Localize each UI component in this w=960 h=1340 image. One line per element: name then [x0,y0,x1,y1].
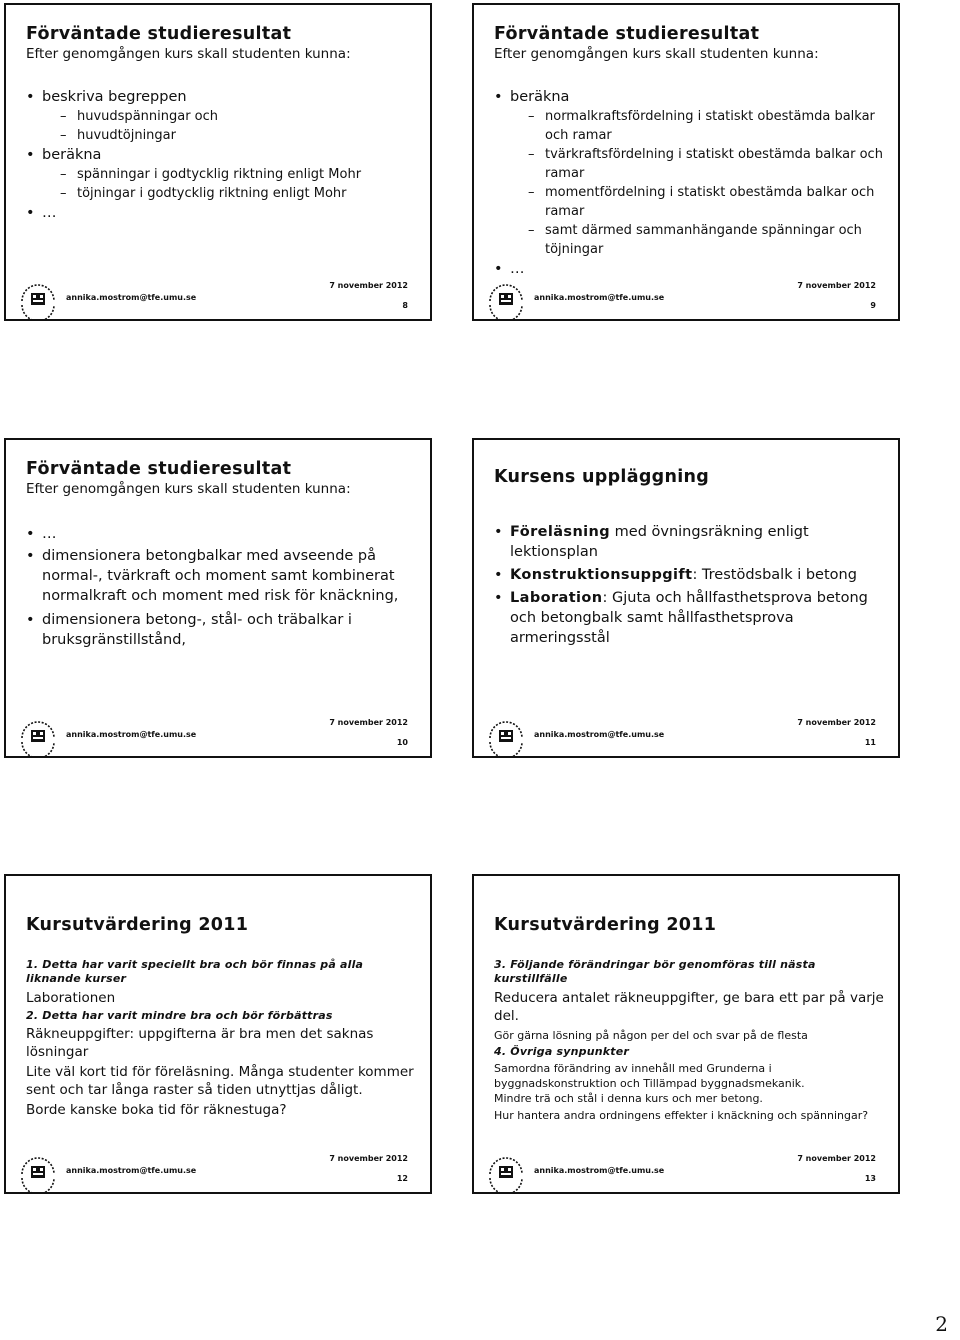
slide-13 [472,874,900,1194]
sub-item: – momentfördelning i statiskt obestämda balkar och ramar [528,183,888,221]
list-item: • Konstruktionsuppgift: Trestödsbalk i betong [494,565,888,585]
answer: Räkneuppgifter: uppgifterna är bra men det saknas lösningar [26,1026,374,1060]
umea-university-logo-icon [484,712,528,756]
slide-body [26,958,420,1119]
umea-university-logo-icon [16,712,60,756]
footer-email: annika.mostrom@tfe.umu.se [66,293,197,302]
slide-subtitle: Efter genomgången kurs skall studenten kunna: [494,46,819,62]
footer-date: 7 november 2012 [797,1154,876,1163]
slide-title: Förväntade studieresultat [26,24,292,44]
slide-footer [474,271,898,319]
footer-date: 7 november 2012 [797,281,876,290]
answer: Reducera antalet räkneuppgifter, ge bara ett par på varje del. [494,990,884,1024]
footer-date: 7 november 2012 [329,1154,408,1163]
list-item: • dimensionera betongbalkar med avseende på normal-, tvärkraft och moment samt kombinerat normalkraft och moment med risk för knäckning, [26,546,420,606]
sub-item: – tvärkraftsfördelning i statiskt obestämda balkar och ramar [528,145,888,183]
slide-footer [474,708,898,756]
slide-footer [6,1144,430,1192]
footer-email: annika.mostrom@tfe.umu.se [66,730,197,739]
question-4: 4. Övriga synpunkter [494,1045,630,1058]
slide-header [26,914,422,936]
answer: Mindre trä och stål i denna kurs och mer betong. [494,1092,763,1105]
answer: Hur hantera andra ordningens effekter i knäckning och spänningar? [494,1109,869,1122]
slide-body [494,87,888,279]
slide-footer [6,708,430,756]
slide-footer [474,1144,898,1192]
question-3: 3. Följande förändringar bör genomföras till nästa kurstillfälle [494,958,816,985]
slide-title: Kursutvärdering 2011 [494,915,717,935]
slide-10 [4,438,432,758]
sub-item: – huvudtöjningar [60,126,420,145]
footer-email: annika.mostrom@tfe.umu.se [534,293,665,302]
slide-title: Förväntade studieresultat [26,459,292,479]
sub-item: – töjningar i godtycklig riktning enligt Mohr [60,184,420,203]
slide-header [26,23,422,63]
slide-body [494,958,888,1123]
slide-number: 8 [402,301,408,310]
slide-number: 10 [396,738,408,747]
footer-date: 7 november 2012 [329,281,408,290]
list-item: • … [26,524,420,544]
question-2: 2. Detta har varit mindre bra och bör förbättras [26,1009,333,1022]
footer-email: annika.mostrom@tfe.umu.se [66,1166,197,1175]
slide-header [26,458,422,498]
umea-university-logo-icon [16,275,60,319]
slide-number: 11 [864,738,876,747]
slide-12 [4,874,432,1194]
footer-email: annika.mostrom@tfe.umu.se [534,730,665,739]
footer-date: 7 november 2012 [797,718,876,727]
slide-subtitle: Efter genomgången kurs skall studenten kunna: [26,46,351,62]
slide-title: Förväntade studieresultat [494,24,760,44]
list-item: • beräkna – normalkraftsfördelning i statiskt obestämda balkar och ramar – tvärkraftsfördelning i statiskt obestämda balkar och ramar – momentfördelning i statiskt obestämda balkar och ramar – samt därmed sammanhängande spänningar och töjningar [494,87,888,259]
footer-email: annika.mostrom@tfe.umu.se [534,1166,665,1175]
list-item: • beräkna – spänningar i godtycklig riktning enligt Mohr – töjningar i godtycklig riktning enligt Mohr [26,145,420,203]
answer: Samordna förändring av innehåll med Grunderna i byggnadskonstruktion och Tillämpad byggnadsmekanik. [494,1062,805,1090]
slide-title: Kursens uppläggning [494,467,710,487]
answer: Lite väl kort tid för föreläsning. Många studenter kommer sent och tar långa raster så tiden utnyttjas dåligt. [26,1064,414,1098]
question-1: 1. Detta har varit speciellt bra och bör finnas på alla liknande kurser [26,958,364,985]
sub-item: – spänningar i godtycklig riktning enligt Mohr [60,165,420,184]
slide-number: 9 [870,301,876,310]
slide-11 [472,438,900,758]
list-item: • Föreläsning med övningsräkning enligt lektionsplan [494,522,888,562]
umea-university-logo-icon [16,1148,60,1192]
slide-footer [6,271,430,319]
sub-item: – samt därmed sammanhängande spänningar och töjningar [528,221,888,259]
list-item: • dimensionera betong-, stål- och träbalkar i bruksgränstillstånd, [26,610,420,650]
page-number: 2 [935,1312,948,1336]
list-item: • … [494,259,888,279]
slide-number: 13 [864,1174,876,1183]
footer-date: 7 november 2012 [329,718,408,727]
answer: Laborationen [26,990,116,1006]
slide-body [26,524,420,650]
slide-9 [472,3,900,321]
sub-item: – normalkraftsfördelning i statiskt obestämda balkar och ramar [528,107,888,145]
slide-header [494,466,890,488]
slide-header [494,23,890,63]
slide-8 [4,3,432,321]
slide-subtitle: Efter genomgången kurs skall studenten kunna: [26,481,351,497]
slide-body [494,522,888,648]
umea-university-logo-icon [484,275,528,319]
list-item: • … [26,203,420,223]
umea-university-logo-icon [484,1148,528,1192]
answer: Gör gärna lösning på någon per del och svar på de flesta [494,1029,808,1042]
slide-body [26,87,420,223]
sub-item: – huvudspänningar och [60,107,420,126]
slide-number: 12 [396,1174,408,1183]
list-item: • beskriva begreppen – huvudspänningar och – huvudtöjningar [26,87,420,145]
slide-header [494,914,890,936]
slide-title: Kursutvärdering 2011 [26,915,249,935]
list-item: • Laboration: Gjuta och hållfasthetsprova betong och betongbalk samt hållfasthetsprova armeringsstål [494,588,888,648]
answer: Borde kanske boka tid för räknestuga? [26,1102,287,1118]
